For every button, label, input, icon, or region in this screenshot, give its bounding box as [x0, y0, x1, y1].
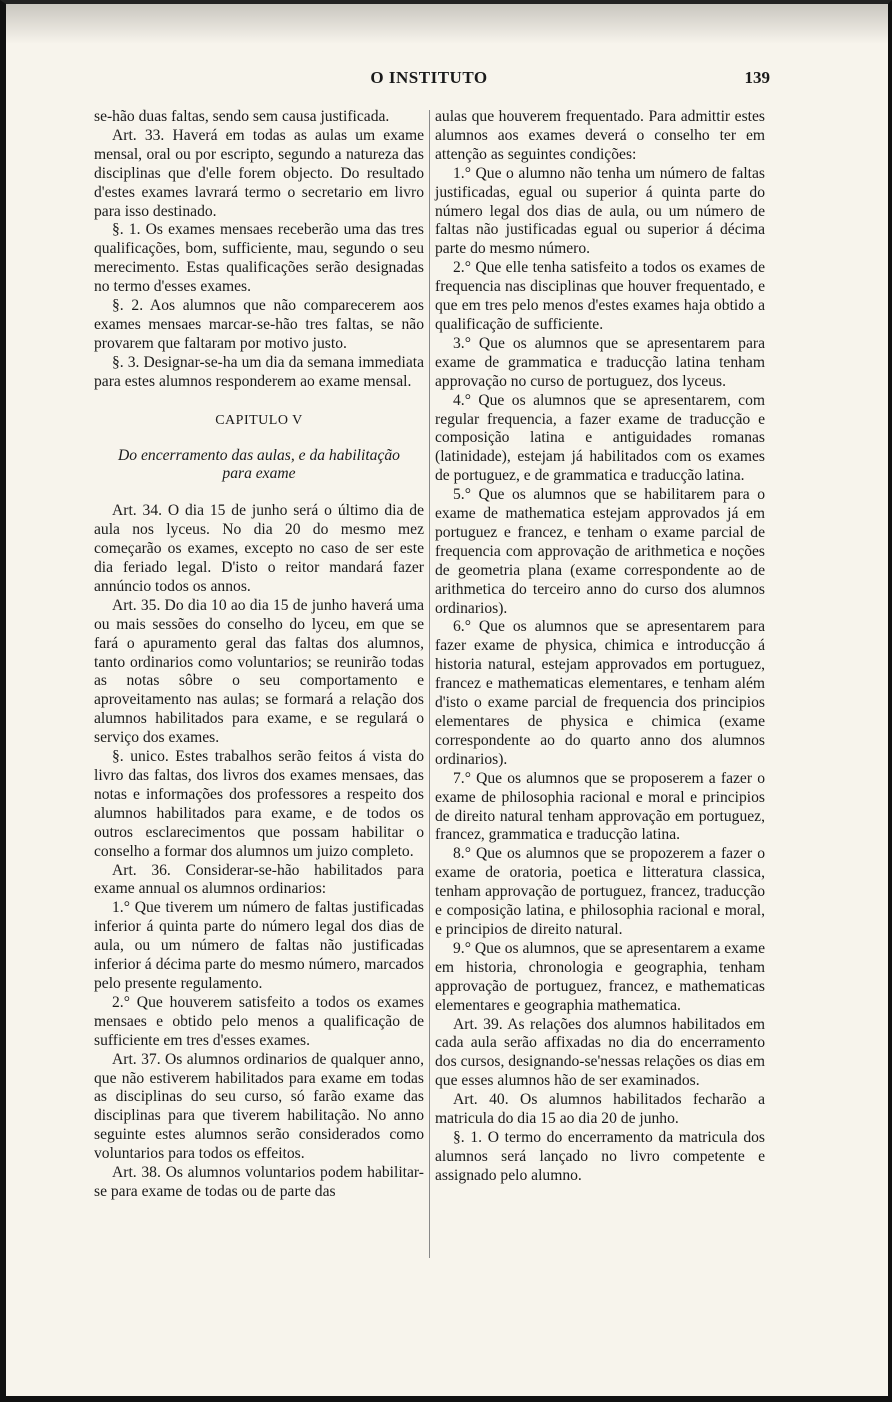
page-number: 139	[744, 68, 770, 87]
paragraph: Art. 33. Haverá em todas as aulas um exame mensal, oral ou por escripto, segundo a natureza das disciplinas que d'elle forem objecto. Do resultado d'estes exames lavrará termo o secretario em livro para isso destinado.	[94, 126, 424, 220]
paragraph: Art. 35. Do dia 10 ao dia 15 de junho haverá uma ou mais sessões do conselho do lyceu, em que se fará o apuramento geral das faltas dos alumnos, tanto ordinarios como voluntarios; se reunirão todas as notas sôbre o seu comportamento e aproveitamento nas aulas; se formará a relação dos alumnos habilitados para exame, e se regulará o serviço dos exames.	[94, 596, 424, 747]
paragraph: Art. 38. Os alumnos voluntarios podem habilitar-se para exame de todas ou de parte das	[94, 1164, 424, 1200]
paragraph: 9.° Que os alumnos, que se apresentarem a exame em historia, chronologia e geographia, tenham approvação de portuguez, francez, e mathematicas elementares e geographia mathematica.	[435, 939, 765, 1014]
paragraph: 1.° Que o alumno não tenha um número de faltas justificadas, egual ou superior á quinta parte do número legal dos dias de aula, ou um número de faltas não justificadas egual ou superior á décima parte do mesmo número.	[435, 164, 765, 258]
left-column	[94, 108, 424, 1202]
chapter-subtitle	[94, 447, 424, 485]
scan-shadow	[6, 4, 888, 44]
paragraph: §. 3. Designar-se-ha um dia da semana immediata para estes alumnos responderem ao exame mensal.	[94, 353, 424, 390]
paragraph: §. 1. O termo do encerramento da matricula dos alumnos será lançado no livro competente e assignado pelo alumno.	[435, 1128, 765, 1184]
journal-title: O INSTITUTO	[370, 68, 488, 87]
paragraph: Art. 34. O dia 15 de junho será o último dia de aula nos lyceus. No dia 20 do mesmo mez começarão os exames, excepto no caso de ser este dia feriado legal. D'isto o reitor mandará fazer annúncio todos os annos.	[94, 502, 424, 595]
paragraph: Art. 36. Considerar-se-hão habilitados para exame annual os alumnos ordinarios:	[94, 861, 424, 898]
paragraph: 4.° Que os alumnos que se apresentarem, com regular frequencia, a fazer exame de traducção e composição latina e antiguidades romanas (latinidade), estejam já habilitados com os exames de portuguez, e de grammatica e traducção latina.	[435, 391, 765, 485]
paragraph: Art. 37. Os alumnos ordinarios de qualquer anno, que não estiverem habilitados para exame em todas as disciplinas do seu curso, só farão exame das disciplinas para que tiverem habilitação. No anno seguinte estes alumnos serão considerados como voluntarios para todos os effeitos.	[94, 1050, 424, 1163]
chapter-subtitle-line: Do encerramento das aulas, e da habilitação	[118, 446, 400, 464]
paragraph: se-hão duas faltas, sendo sem causa justificada.	[94, 108, 390, 125]
paragraph: 6.° Que os alumnos que se apresentarem para fazer exame de physica, chimica e introducção á historia natural, estejam approvados em portuguez, francez e mathematicas elementares, e tenham além d'isto o exame parcial de frequencia dos principios elementares de physica e chimica (exame correspondente ao do quarto anno dos alumnos ordinarios).	[435, 618, 765, 768]
paragraph: 8.° Que os alumnos que se propozerem a fazer o exame de oratoria, poetica e litteratura classica, tenham approvação de portuguez, francez, traducção e composição latina, e philosophia racional e moral, e principios de direito natural.	[435, 845, 765, 938]
paragraph: Art. 40. Os alumnos habilitados fecharão a matricula do dia 15 ao dia 20 de junho.	[435, 1091, 765, 1128]
paragraph: 2.° Que houverem satisfeito a todos os exames mensaes e obtido pelo menos a qualificação de sufficiente em tres d'esses exames.	[94, 993, 424, 1049]
paragraph: §. 2. Aos alumnos que não comparecerem aos exames mensaes marcar-se-hão tres faltas, se não provarem que faltaram por motivo justo.	[94, 297, 424, 352]
paragraph: aulas que houverem frequentado. Para admittir estes alumnos aos exames deverá o conselho ter em attenção as seguintes condições:	[435, 108, 765, 163]
column-divider	[429, 110, 430, 1258]
right-column	[435, 108, 765, 1186]
chapter-heading: CAPITULO V	[215, 412, 303, 428]
paragraph: 7.° Que os alumnos que se proposerem a fazer o exame de philosophia racional e moral e principios de direito natural tenham approvação em portuguez, francez, grammatica e traducção latina.	[435, 769, 765, 844]
paragraph: 1.° Que tiverem um número de faltas justificadas inferior á quinta parte do número legal dos dias de aula, ou um número de faltas não justificadas inferior á décima parte do mesmo número, marcados pelo presente regulamento.	[94, 899, 424, 992]
running-header	[92, 68, 770, 92]
paragraph: 2.° Que elle tenha satisfeito a todos os exames de frequencia nas disciplinas que houver frequentado, e que em tres pelo menos d'estes exames haja obtido a qualificação de sufficiente.	[435, 259, 765, 333]
paragraph: 5.° Que os alumnos que se habilitarem para o exame de mathematica estejam approvados já em portuguez e francez, e tenham o exame parcial de frequencia com approvação de arithmetica e noções de geometria plana (exame correspondente ao de arithmetica do terceiro anno do curso dos alumnos ordinarios).	[435, 486, 765, 617]
paragraph: Art. 39. As relações dos alumnos habilitados em cada aula serão affixadas no dia do encerramento dos cursos, designando-se'nessas relações os dias em que esses alumnos hão de ser examinados.	[435, 1015, 765, 1090]
chapter-subtitle-line: para exame	[222, 465, 296, 483]
paragraph: §. unico. Estes trabalhos serão feitos á vista do livro das faltas, dos livros dos exames mensaes, das notas e informações dos professores a respeito dos alumnos habilitados para exame, e de todos os outros esclarecimentos que possam habilitar o conselho a formar dos alumnos um juizo completo.	[94, 748, 424, 860]
paragraph: 3.° Que os alumnos que se apresentarem para exame de grammatica e traducção latina tenham approvação no curso de portuguez, dos lyceus.	[435, 334, 765, 390]
paragraph: §. 1. Os exames mensaes receberão uma das tres qualificações, bom, sufficiente, mau, segundo o seu merecimento. Estas qualificações serão designadas no termo d'esses exames.	[94, 221, 424, 296]
